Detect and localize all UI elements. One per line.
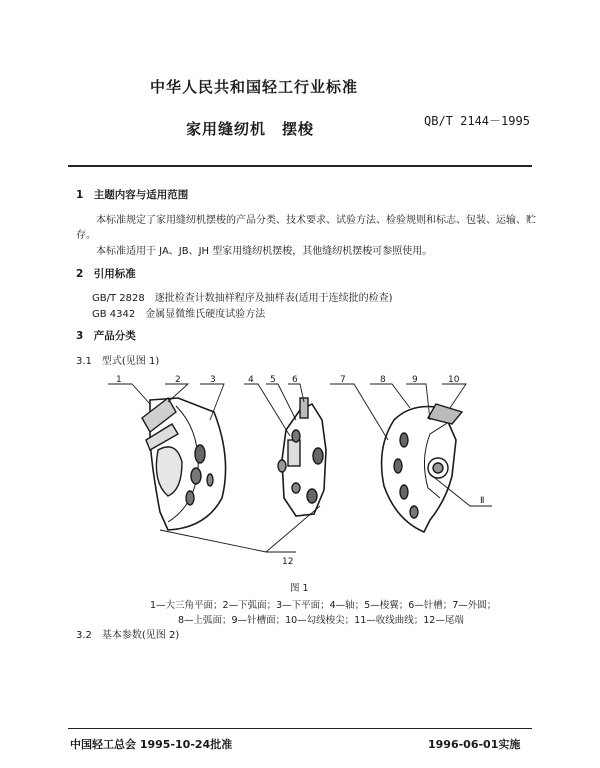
callout-11: Ⅱ — [480, 496, 485, 506]
effective-date: 1996-06-01实施 — [428, 738, 521, 751]
shuttle-view-middle — [278, 398, 326, 516]
section-1-heading: 1 主题内容与适用范围 — [76, 189, 189, 201]
callout-10: 10 — [448, 375, 460, 385]
standard-code: QB/T 2144－1995 — [424, 114, 530, 128]
section-2-heading: 2 引用标准 — [76, 268, 136, 280]
figure-caption: 图 1 — [290, 583, 309, 594]
section-1-paragraph-1: 本标准规定了家用缝纫机摆梭的产品分类、技术要求、试验方法、检验规则和标志、包装、运输、贮 — [96, 215, 536, 226]
callout-2: 2 — [175, 375, 181, 385]
section-3-1-heading: 3.1 型式(见图 1) — [76, 356, 160, 367]
footer-rule — [68, 728, 532, 729]
reference-gb-4342: GB 4342 金属显微维氏硬度试验方法 — [92, 309, 266, 320]
callout-9: 9 — [412, 375, 418, 385]
section-1-paragraph-1-cont: 存。 — [76, 230, 96, 241]
figure-legend-line-2: 8—上弧面；9—针槽面；10—勾线梭尖；11—收线曲线；12—尾端 — [178, 615, 464, 626]
callout-1: 1 — [116, 375, 122, 385]
callout-4: 4 — [248, 375, 254, 385]
figure-legend-line-1: 1—大三角平面；2—下弧面；3—下平面；4—轴；5—梭翼；6—针槽；7—外圆； — [150, 600, 497, 611]
callout-7: 7 — [340, 375, 346, 385]
shuttle-view-left — [142, 398, 226, 530]
callout-3: 3 — [210, 375, 216, 385]
issuing-authority: 中华人民共和国轻工行业标准 — [150, 78, 359, 96]
callout-8: 8 — [380, 375, 386, 385]
section-3-heading: 3 产品分类 — [76, 330, 136, 342]
reference-gb-2828: GB/T 2828 逐批检查计数抽样程序及抽样表(适用于连续批的检查) — [92, 293, 393, 304]
document-title: 家用缝纫机 摆梭 — [186, 120, 315, 138]
callout-5: 5 — [270, 375, 276, 385]
shuttle-view-right — [382, 404, 462, 532]
callout-12: 12 — [282, 557, 294, 567]
callout-6: 6 — [292, 375, 298, 385]
section-3-2-heading: 3.2 基本参数(见图 2) — [76, 630, 180, 641]
approval-date: 中国轻工总会 1995-10-24批准 — [70, 738, 233, 751]
section-1-paragraph-2: 本标准适用于 JA、JB、JH 型家用缝纫机摆梭，其他缝纫机摆梭可参照使用。 — [96, 246, 433, 257]
